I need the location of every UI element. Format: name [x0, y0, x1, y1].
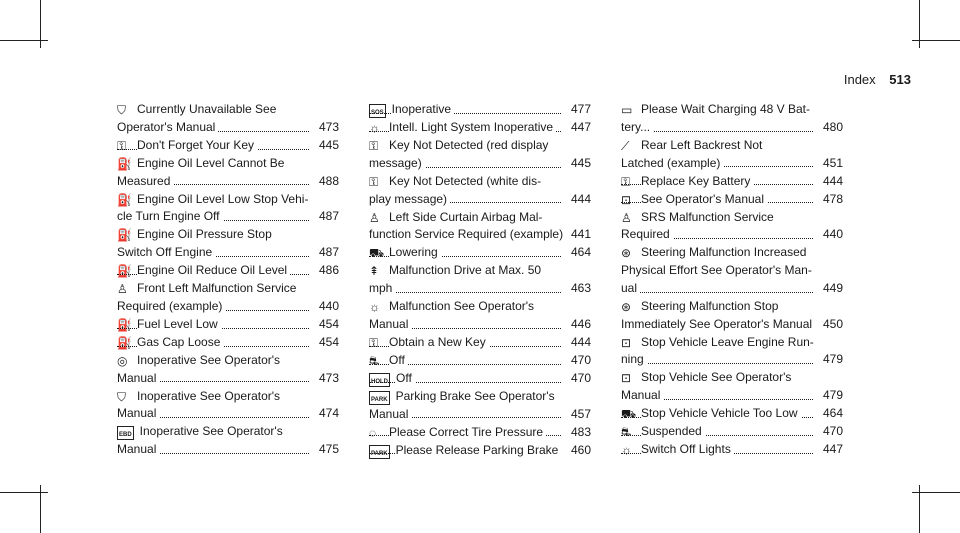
crop-mark [0, 492, 48, 493]
entry-page-number[interactable]: 473 [316, 119, 339, 137]
entry-text: Switch Off Lights [641, 442, 734, 456]
key-icon: ⚿ [369, 174, 379, 189]
index-entry[interactable] [621, 369, 843, 405]
entry-line [621, 101, 843, 119]
entry-page-number[interactable]: 463 [568, 280, 591, 298]
entry-page-number[interactable]: 483 [568, 424, 591, 442]
entry-text: Gas Cap Loose [137, 335, 223, 349]
index-entry[interactable] [369, 244, 591, 262]
drive-icon: ⇞ [369, 264, 380, 279]
entry-line [621, 226, 843, 244]
entry-line [621, 244, 843, 262]
index-entry[interactable] [369, 334, 591, 352]
entry-page-number[interactable]: 470 [568, 370, 591, 388]
key-icon: ⚿ [369, 138, 379, 153]
leader-dots [621, 363, 813, 364]
key-icon: ⚿ [369, 335, 379, 350]
page-header [844, 72, 911, 87]
entry-text: See Operator's Manual [641, 192, 767, 206]
vehicle-icon: ⊡ [621, 192, 632, 207]
entry-text: Key Not Detected (red display [389, 138, 551, 152]
entry-text: Manual [369, 317, 411, 331]
entry-text: Malfunction See Operator's [389, 299, 537, 313]
entry-text: ual [621, 281, 640, 295]
entry-text: Inoperative [392, 102, 454, 116]
entry-text: Engine Oil Level Low Stop Vehi- [137, 192, 311, 206]
index-entry[interactable] [369, 298, 591, 334]
entry-line [369, 388, 591, 406]
entry-line [117, 280, 339, 298]
index-entry[interactable] [117, 334, 339, 352]
skid-icon: ⛐ [621, 425, 632, 440]
entry-line [117, 334, 339, 352]
entry-text: Measured [117, 174, 173, 188]
entry-text: Rear Left Backrest Not [641, 138, 765, 152]
entry-page-number[interactable]: 479 [820, 387, 843, 405]
entry-text: Manual [117, 406, 159, 420]
entry-line [117, 155, 339, 173]
steering-icon: ⊛ [621, 299, 632, 314]
entry-text: Stop Vehicle See Operator's [641, 370, 794, 384]
entry-page-number[interactable]: 454 [316, 334, 339, 352]
entry-line [117, 405, 339, 423]
entry-page-number[interactable]: 449 [820, 280, 843, 298]
entry-page-number[interactable]: 447 [568, 119, 591, 137]
entry-line [369, 334, 591, 352]
entry-line [117, 298, 339, 316]
entry-text: Required [621, 227, 673, 241]
page-number: 513 [889, 72, 911, 87]
entry-page-number[interactable]: 454 [316, 316, 339, 334]
entry-line [117, 423, 339, 441]
entry-line [369, 316, 591, 334]
entry-line [117, 244, 339, 262]
entry-line [117, 316, 339, 334]
seat-icon: ⛉ [117, 103, 127, 117]
entry-page-number[interactable]: 464 [820, 405, 843, 423]
entry-line [369, 173, 591, 191]
index-entry[interactable] [369, 424, 591, 442]
entry-text: Obtain a New Key [389, 335, 489, 349]
index-entry[interactable] [117, 191, 339, 227]
entry-page-number[interactable]: 445 [316, 137, 339, 155]
entry-text: Physical Effort See Operator's Man- [621, 263, 815, 277]
entry-text: Please Release Parking Brake [396, 443, 562, 457]
entry-line [621, 369, 843, 387]
entry-page-number[interactable]: 444 [568, 191, 591, 209]
entry-text: Parking Brake See Operator's [396, 389, 558, 403]
leader-dots [621, 292, 813, 293]
light-icon: ☼ [621, 443, 632, 458]
entry-text: Inoperative See Operator's [137, 353, 283, 367]
fuel-pump-icon: ⛽ [117, 317, 132, 332]
header-word: Index [843, 72, 876, 87]
entry-page-number[interactable]: 486 [316, 262, 339, 280]
entry-line [621, 173, 843, 191]
entry-line [117, 352, 339, 370]
entry-page-number[interactable]: 475 [316, 441, 339, 459]
entry-text: Currently Unavailable See [137, 102, 279, 116]
entry-line [117, 226, 339, 244]
ebd-icon: EBD [117, 426, 134, 440]
entry-line [369, 191, 591, 209]
entry-line [369, 406, 591, 424]
steering-icon: ⊛ [621, 246, 632, 261]
oil-can-icon: ⛽ [117, 228, 132, 243]
entry-text: Don't Forget Your Key [137, 138, 257, 152]
entry-line [117, 101, 339, 119]
index-entry[interactable] [369, 262, 591, 298]
entry-page-number[interactable]: 460 [568, 442, 591, 460]
entry-line [369, 209, 591, 227]
index-entry[interactable] [369, 352, 591, 370]
entry-text: SRS Malfunction Service [641, 210, 777, 224]
index-entry[interactable] [621, 101, 843, 137]
entry-line [117, 388, 339, 406]
oil-can-icon: ⛽ [117, 264, 132, 279]
circle-icon: ◎ [117, 353, 128, 368]
entry-text: Off [389, 353, 408, 367]
index-entry[interactable] [117, 155, 339, 191]
entry-line [621, 405, 843, 423]
entry-line [117, 137, 339, 155]
entry-page-number[interactable]: 470 [568, 352, 591, 370]
index-entry[interactable] [369, 209, 591, 245]
entry-line [369, 424, 591, 442]
entry-page-number[interactable]: 478 [820, 191, 843, 209]
index-entry[interactable] [621, 137, 843, 173]
entry-page-number[interactable]: 480 [820, 119, 843, 137]
entry-line [621, 387, 843, 405]
entry-text: Please Correct Tire Pressure [389, 425, 546, 439]
index-entry[interactable] [621, 334, 843, 370]
entry-page-number[interactable]: 446 [568, 316, 591, 334]
entry-line [369, 442, 591, 460]
entry-text: Manual [621, 388, 663, 402]
oil-can-icon: ⛽ [117, 156, 132, 171]
entry-line [369, 244, 591, 262]
entry-text: Steering Malfunction Stop [641, 299, 781, 313]
entry-text: Operator's Manual [117, 120, 218, 134]
entry-line [621, 262, 843, 280]
entry-line [621, 423, 843, 441]
seat-icon: ⛉ [117, 389, 127, 404]
entry-line [117, 191, 339, 209]
entry-page-number[interactable]: 464 [568, 244, 591, 262]
entry-text: Inoperative See Operator's [140, 424, 286, 438]
entry-text: Engine Oil Reduce Oil Level [137, 263, 290, 277]
light-icon: ☼ [369, 300, 380, 315]
entry-line [369, 226, 591, 244]
entry-line [621, 351, 843, 369]
entry-text: Steering Malfunction Increased [641, 245, 809, 259]
entry-text: Immediately See Operator's Manual [621, 317, 815, 331]
fuel-pump-icon: ⛽ [117, 335, 132, 350]
entry-text: Manual [117, 442, 159, 456]
entry-text: Latched (example) [621, 156, 723, 170]
index-entry[interactable] [369, 388, 591, 424]
entry-line [369, 262, 591, 280]
backrest-icon: ⟋ [621, 138, 630, 153]
index-entry[interactable] [117, 137, 339, 155]
index-entry[interactable] [117, 280, 339, 316]
entry-page-number[interactable]: 470 [820, 423, 843, 441]
index-entry[interactable] [621, 191, 843, 209]
entry-text: Please Wait Charging 48 V Bat- [641, 102, 813, 116]
entry-line [621, 316, 843, 334]
car-lowering-icon: ⛟ [369, 246, 385, 261]
index-column-3 [621, 101, 843, 459]
tire-pressure-icon: ◌ [369, 425, 377, 440]
index-column-1 [117, 101, 339, 459]
entry-line [369, 280, 591, 298]
index-entry[interactable] [621, 244, 843, 297]
entry-page-number[interactable]: 450 [820, 316, 843, 334]
index-entry[interactable] [621, 423, 843, 441]
park-icon: PARK [369, 391, 390, 405]
oil-can-icon: ⛽ [117, 192, 132, 207]
entry-text: Left Side Curtain Airbag Mal- [389, 210, 545, 224]
index-entry[interactable] [369, 173, 591, 209]
index-entry[interactable] [117, 352, 339, 388]
entry-line [117, 441, 339, 459]
vehicle-icon: ⊡ [621, 371, 632, 386]
entry-text: Suspended [641, 424, 705, 438]
entry-page-number[interactable]: 451 [820, 155, 843, 173]
entry-line [369, 298, 591, 316]
index-entry[interactable] [117, 101, 339, 137]
entry-line [369, 137, 591, 155]
entry-text: Malfunction Drive at Max. 50 [389, 263, 544, 277]
index-entry[interactable] [621, 173, 843, 191]
entry-text: cle Turn Engine Off [117, 209, 223, 223]
entry-page-number[interactable]: 447 [820, 441, 843, 459]
index-entry[interactable] [117, 316, 339, 334]
entry-line [621, 155, 843, 173]
entry-line [621, 209, 843, 227]
entry-page-number[interactable]: 445 [568, 155, 591, 173]
entry-text: function Service Required (example) [369, 227, 566, 241]
entry-page-number[interactable]: 479 [820, 351, 843, 369]
entry-text: Key Not Detected (white dis- [389, 174, 544, 188]
entry-page-number[interactable]: 488 [316, 173, 339, 191]
entry-page-number[interactable]: 487 [316, 208, 339, 226]
index-entry[interactable] [369, 101, 591, 119]
entry-line [369, 101, 591, 119]
entry-text: Manual [117, 371, 159, 385]
entry-line [369, 370, 591, 388]
entry-text: Switch Off Engine [117, 245, 215, 259]
entry-text: mph [369, 281, 395, 295]
index-entry[interactable] [117, 388, 339, 424]
entry-text: Lowering [389, 245, 441, 259]
entry-page-number[interactable]: 473 [316, 370, 339, 388]
entry-text: Stop Vehicle Leave Engine Run- [641, 335, 817, 349]
entry-page-number[interactable]: 440 [820, 226, 843, 244]
sos-icon: SOS [369, 104, 386, 118]
entry-text: Intell. Light System Inoperative [389, 120, 556, 134]
entry-line [117, 370, 339, 388]
crop-mark [0, 40, 48, 41]
entry-line [117, 119, 339, 137]
hold-icon: HOLD [369, 373, 390, 387]
entry-line [621, 441, 843, 459]
index-entry[interactable] [621, 298, 843, 334]
entry-page-number[interactable]: 477 [568, 101, 591, 119]
entry-text: Fuel Level Low [137, 317, 221, 331]
entry-text: Manual [369, 407, 411, 421]
index-entry[interactable] [369, 137, 591, 173]
index-entry[interactable] [117, 262, 339, 280]
entry-text: Off [396, 371, 415, 385]
index-entry[interactable] [621, 209, 843, 245]
entry-text: ning [621, 352, 647, 366]
light-icon: ☼ [369, 120, 380, 135]
entry-line [369, 352, 591, 370]
entry-line [369, 119, 591, 137]
entry-text: play message) [369, 192, 450, 206]
entry-text: Stop Vehicle Vehicle Too Low [641, 406, 801, 420]
entry-page-number[interactable]: 441 [568, 226, 591, 244]
skid-icon: ⛐ [369, 353, 380, 368]
index-entry[interactable] [369, 370, 591, 388]
entry-text: Replace Key Battery [641, 174, 753, 188]
entry-text: Front Left Malfunction Service [137, 281, 299, 295]
entry-line [621, 280, 843, 298]
park-icon: PARK [369, 445, 390, 459]
entry-line [621, 191, 843, 209]
index-entry[interactable] [117, 226, 339, 262]
entry-page-number[interactable]: 474 [316, 405, 339, 423]
key-icon: ⚿ [621, 174, 631, 189]
index-entry[interactable] [117, 423, 339, 459]
entry-line [369, 155, 591, 173]
index-entry[interactable] [621, 405, 843, 423]
index-entry[interactable] [369, 442, 591, 460]
entry-page-number[interactable]: 457 [568, 406, 591, 424]
entry-text: message) [369, 156, 425, 170]
entry-text: Engine Oil Pressure Stop [137, 227, 275, 241]
airbag-icon: ♙ [621, 210, 632, 225]
entry-text: Required (example) [117, 299, 225, 313]
leader-dots [369, 292, 561, 293]
entry-page-number[interactable]: 444 [820, 173, 843, 191]
index-entry[interactable] [621, 441, 843, 459]
entry-page-number[interactable]: 444 [568, 334, 591, 352]
key-icon: ⚿ [117, 138, 127, 153]
entry-line [117, 262, 339, 280]
airbag-icon: ♙ [117, 282, 128, 297]
entry-text: Inoperative See Operator's [137, 389, 283, 403]
entry-line [621, 137, 843, 155]
entry-text: tery... [621, 120, 653, 134]
entry-line [621, 334, 843, 352]
index-column-2 [369, 101, 591, 460]
entry-line [117, 208, 339, 226]
index-entry[interactable] [369, 119, 591, 137]
crop-mark [912, 492, 960, 493]
entry-page-number[interactable]: 440 [316, 298, 339, 316]
entry-text: Engine Oil Level Cannot Be [137, 156, 287, 170]
vehicle-icon: ⊡ [621, 335, 632, 350]
entry-line [621, 119, 843, 137]
airbag-icon: ♙ [369, 210, 380, 225]
entry-line [621, 298, 843, 316]
entry-page-number[interactable]: 487 [316, 244, 339, 262]
car-lowering-icon: ⛟ [621, 407, 637, 422]
battery-charging-icon: ▭ [621, 103, 633, 117]
entry-line [117, 173, 339, 191]
crop-mark [912, 40, 960, 41]
